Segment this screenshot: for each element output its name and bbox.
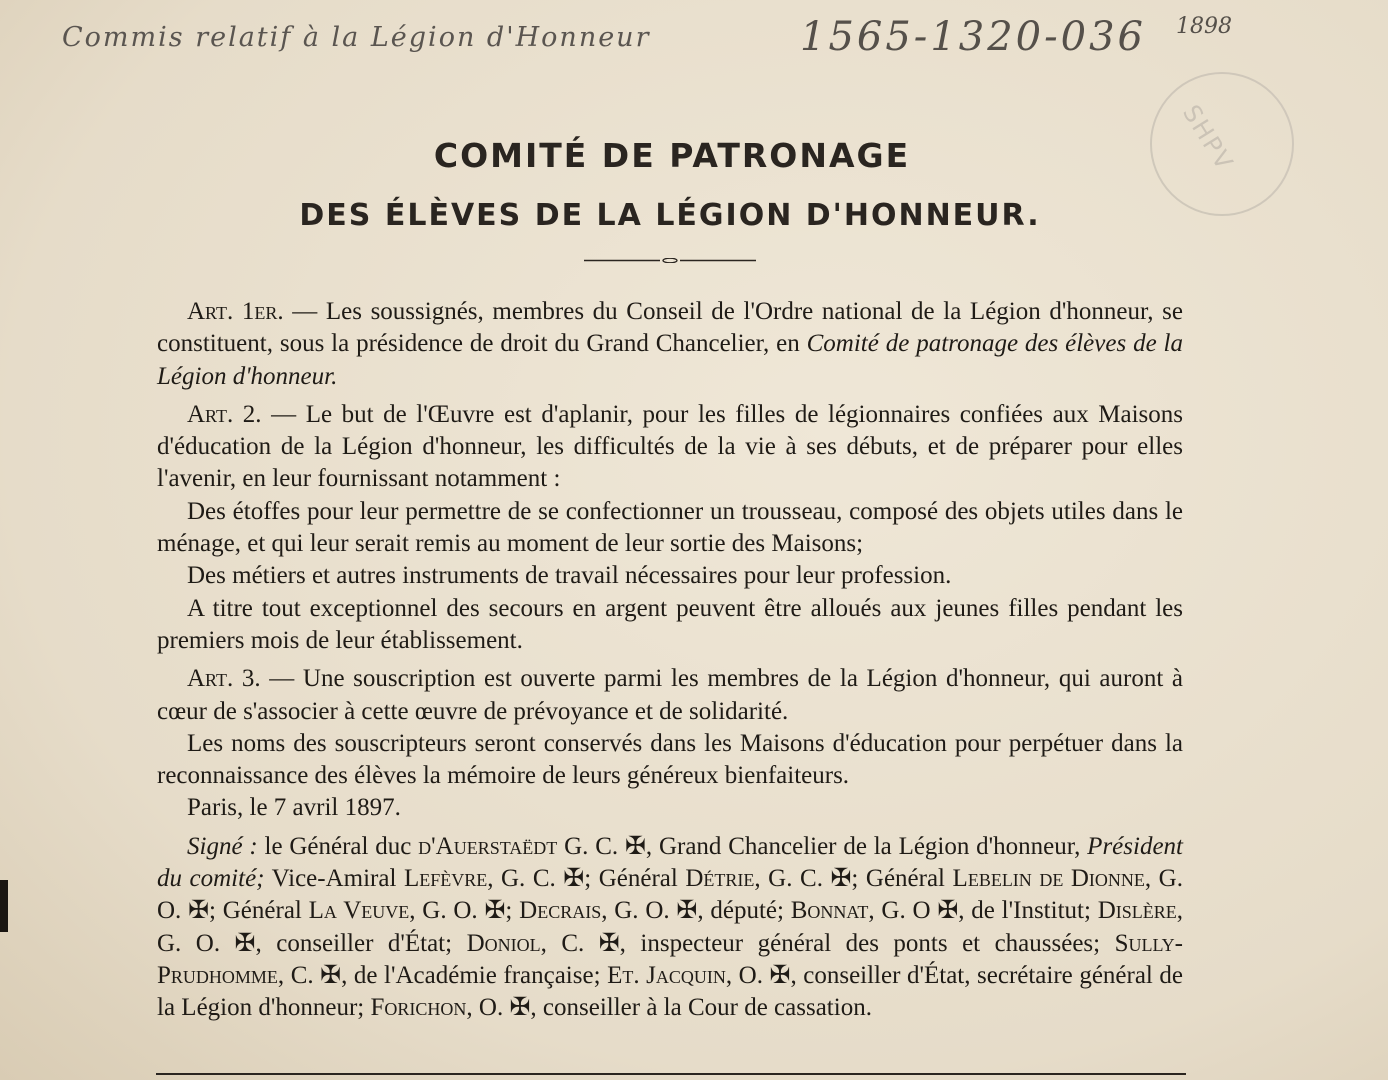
signatory-name: Bonnat: [790, 897, 869, 925]
signature-text: , G. O ✠, de l'Institut;: [868, 897, 1098, 925]
signature-text: , C. ✠, de l'Académie française;: [277, 961, 608, 989]
article-3: [157, 663, 1183, 728]
article-2-item: A titre tout exceptionnel des secours en argent peuvent être alloués aux jeunes filles pendant les premiers mois de leur établissement.: [157, 594, 1183, 654]
article-2-label: Art. 2.: [187, 400, 262, 428]
document-title: COMITÉ DE PATRONAGE: [433, 136, 911, 175]
signature-text: , G. O. ✠;: [409, 897, 520, 925]
article-1: [157, 296, 1183, 393]
document-body: [157, 296, 1183, 1025]
signature-text: , O. ✠, conseiller d'État, secrétaire général de la Légion d'honneur;: [157, 961, 1184, 1022]
signatory-name: d'Auerstaëdt: [418, 832, 558, 860]
signatory-name: Sully-Prudhomme: [157, 929, 1183, 989]
signature-text: , G. O. ✠, député;: [601, 897, 791, 925]
signature-text: , G. C. ✠; Général: [754, 865, 953, 893]
signatory-name: Forichon: [370, 994, 467, 1022]
signature-text: , C. ✠, inspecteur général des ponts et chaussées;: [540, 929, 1115, 957]
article-2-text: — Le but de l'Œuvre est d'aplanir, pour les filles de légionnaires confiées aux Maisons d'éducation de la Légion d'honneur, les difficultés de la vie à ses débuts, et de préparer pour elles l'avenir, en leur fournissant notamment :: [157, 400, 1183, 493]
stamp-text: SHPV: [1177, 99, 1240, 177]
signatory-name: Détrie: [685, 865, 755, 893]
signatory-name: La Veuve: [308, 897, 410, 925]
signatory-name: Doniol: [466, 929, 541, 957]
signatures-block: [157, 831, 1183, 1025]
signatory-name: Et. Jacquin: [607, 961, 726, 989]
article-2: [157, 399, 1183, 496]
bottom-divider: [156, 1073, 1186, 1075]
article-1-text: — Les soussignés, membres du Conseil de l'Ordre national de la Légion d'honneur, se constituent, sous la présidence de droit du Grand Chancelier, en: [157, 298, 1183, 358]
signed-label: Signé :: [187, 832, 258, 860]
document-subtitle: DES ÉLÈVES DE LA LÉGION D'HONNEUR.: [299, 198, 1041, 233]
signatory-name: Lefèvre: [403, 865, 488, 893]
handwritten-note: Commis relatif à la Légion d'Honneur: [62, 22, 651, 53]
article-3-text: — Une souscription est ouverte parmi les membres de la Légion d'honneur, qui auront à cœur de s'associer à cette œuvre de prévoyance et de solidarité.: [157, 665, 1183, 725]
signature-text: , G. C. ✠; Général: [487, 865, 686, 893]
article-1-label: Art. 1er.: [187, 298, 284, 325]
signature-text: , O. ✠, conseiller à la Cour de cassation.: [466, 994, 872, 1022]
signatory-name: Lebelin de Dionne: [952, 865, 1145, 893]
article-3-label: Art. 3.: [187, 665, 261, 693]
article-3-paragraph: Les noms des souscripteurs seront conservés dans les Maisons d'éducation pour perpétuer dans la reconnaissance des élèves la mémoire de leurs généreux bienfaiteurs.: [157, 729, 1183, 790]
handwritten-reference-year: 1898: [1176, 14, 1232, 39]
date-line: Paris, le 7 avril 1897.: [187, 794, 401, 822]
binding-edge-mark: [0, 880, 8, 932]
ornamental-divider: [584, 258, 756, 263]
handwritten-reference-number: 1565-1320-036: [800, 14, 1146, 60]
president-title: Président du comité;: [157, 832, 1183, 893]
signature-text: G. C. ✠, Grand Chancelier de la Légion d'honneur,: [557, 832, 1088, 860]
article-2-item: Des étoffes pour leur permettre de se confectionner un trousseau, composé des objets utiles dans le ménage, et qui leur serait remis au moment de leur sortie des Maisons;: [157, 497, 1183, 558]
signatory-name: Dislère: [1097, 897, 1177, 925]
signatory-name: Decrais: [519, 897, 602, 925]
signature-text: , G. O. ✠, conseiller d'État;: [157, 897, 1183, 957]
signature-text: Vice-Amiral: [264, 865, 404, 893]
article-1-committee-name: Comité de patronage des élèves de la Légion d'honneur.: [157, 330, 1184, 390]
article-2-item: Des métiers et autres instruments de travail nécessaires pour leur profession.: [187, 562, 952, 590]
signature-text: le Général duc: [264, 832, 419, 860]
signature-text: , G. O. ✠; Général: [157, 865, 1183, 925]
